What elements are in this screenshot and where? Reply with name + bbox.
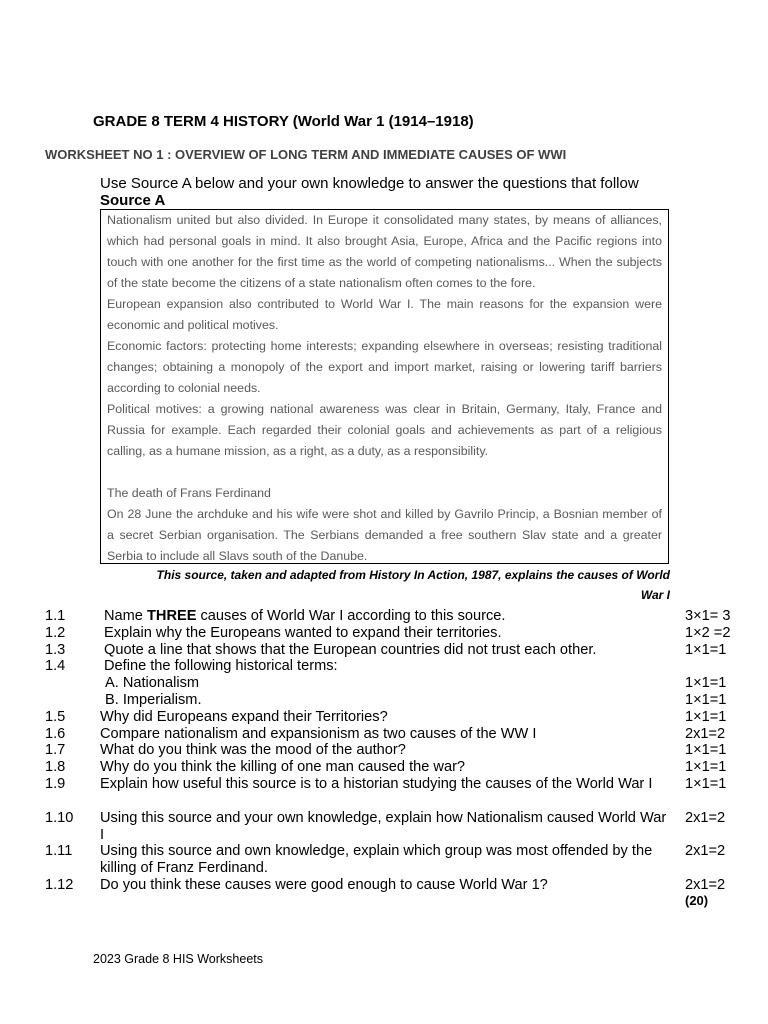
question-marks: 2x1=2 [685, 877, 726, 893]
question-number: 1.10 [45, 810, 74, 826]
question-number: 1.9 [45, 776, 66, 792]
question-text: Do you think these causes were good enough to cause World War 1? [100, 877, 548, 893]
question-marks: 2x1=2 [685, 843, 726, 859]
question-number: 1.12 [45, 877, 74, 893]
source-paragraph: Nationalism united but also divided. In Europe it consolidated many states, by means of alliances, which had personal goals in mind. It also brought Asia, Europe, Africa and the Pacific regions into touch with one another for the first time as the world of competing nationalisms... When the subjects of the state become the citizens of a state nationalism often comes to the fore. [107, 213, 662, 290]
question-number: 1.4 [45, 658, 66, 674]
instruction-text: Use Source A below and your own knowledge to answer the questions that follow [100, 175, 639, 192]
question-text: What do you think was the mood of the author? [100, 742, 406, 758]
question-marks: 1×1=1 [685, 742, 727, 758]
question-text: Define the following historical terms: [104, 658, 338, 674]
question-number: 1.1 [45, 608, 66, 624]
caption-line: This source, taken and adapted from History In Action, 1987, explains the causes of World [156, 568, 670, 582]
question-marks: 1×1=1 [685, 642, 727, 658]
question-marks: 1×1=1 [685, 709, 727, 725]
source-label: Source A [100, 192, 166, 209]
question-marks: 3×1= 3 [685, 608, 731, 624]
question-text: Using this source and your own knowledge, explain how Nationalism caused World War I [100, 810, 667, 843]
source-caption [100, 565, 670, 605]
question-number: 1.3 [45, 642, 66, 658]
question-text: Why did Europeans expand their Territories? [100, 709, 388, 725]
source-subheading: The death of Frans Ferdinand [107, 486, 271, 500]
page-title: GRADE 8 TERM 4 HISTORY (World War 1 (1914–1918) [93, 113, 474, 130]
question-marks: 1×1=1 [685, 675, 727, 691]
page-footer: 2023 Grade 8 HIS Worksheets [93, 952, 263, 966]
question-marks: 1×1=1 [685, 692, 727, 708]
source-paragraph: On 28 June the archduke and his wife were shot and killed by Gavrilo Princip, a Bosnian member of a secret Serbian organisation. The Serbians demanded a free southern Slav state and a greater Serbia to include all Slavs south of the Danube. [107, 507, 662, 563]
total-marks: (20) [685, 893, 709, 908]
question-number: 1.7 [45, 742, 66, 758]
question-text: B. Imperialism. [105, 692, 202, 708]
question-marks: 2x1=2 [685, 726, 726, 742]
source-a-box [100, 209, 669, 564]
question-text: Compare nationalism and expansionism as two causes of the WW I [100, 726, 537, 742]
question-text: Why do you think the killing of one man caused the war? [100, 759, 466, 775]
question-text: A. Nationalism [105, 675, 200, 691]
emphasis-text: THREE [146, 608, 197, 624]
question-text: Explain why the Europeans wanted to expand their territories. [104, 625, 502, 641]
source-paragraph: Political motives: a growing national awareness was clear in Britain, Germany, Italy, France and Russia for example. Each regarded their colonial goals and achievements as part of a religious calling, as a humane mission, as a right, as a duty, as a responsibility. [107, 402, 662, 458]
paragraph-gap [107, 462, 662, 483]
question-number: 1.6 [45, 726, 66, 742]
question-marks: 1×2 =2 [685, 625, 731, 641]
question-number: 1.8 [45, 759, 66, 775]
question-marks: 2x1=2 [685, 810, 726, 826]
source-paragraph: Economic factors: protecting home interests; expanding elsewhere in overseas; resisting traditional changes; obtaining a monopoly of the export and import market, raising or lowering tariff barriers according to colonial needs. [107, 339, 662, 395]
question-text: Explain how useful this source is to a historian studying the causes of the World War I [100, 776, 653, 792]
question-number: 1.5 [45, 709, 66, 725]
question-text: Name THREE causes of World War I according to this source. [104, 608, 506, 624]
source-paragraph: European expansion also contributed to World War I. The main reasons for the expansion were economic and political motives. [107, 297, 662, 332]
question-marks: 1×1=1 [685, 776, 727, 792]
question-number: 1.11 [45, 843, 73, 859]
worksheet-heading: WORKSHEET NO 1 : OVERVIEW OF LONG TERM AND IMMEDIATE CAUSES OF WWI [45, 147, 567, 162]
question-number: 1.2 [45, 625, 66, 641]
question-marks: 1×1=1 [685, 759, 727, 775]
question-text: Quote a line that shows that the European countries did not trust each other. [104, 642, 597, 658]
caption-line: War I [640, 588, 670, 602]
question-text: Using this source and own knowledge, explain which group was most offended by the killing of Franz Ferdinand. [100, 843, 653, 876]
